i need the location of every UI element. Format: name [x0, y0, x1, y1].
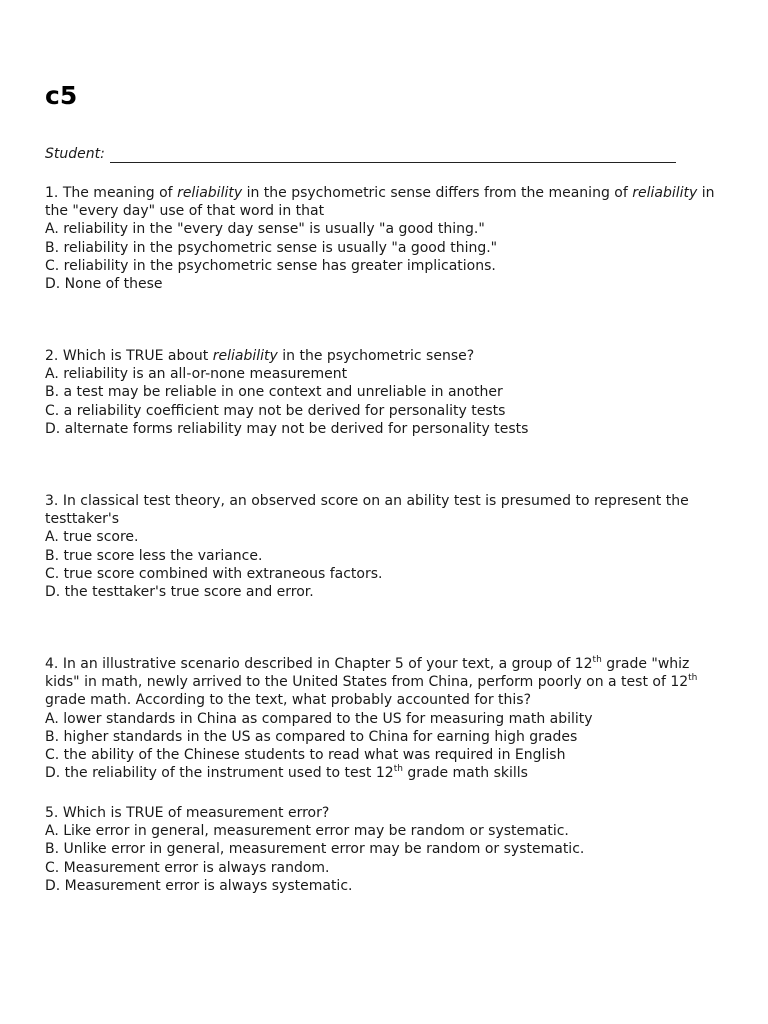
stem-text: Which is TRUE about [62, 348, 213, 364]
ordinal-superscript: th [393, 764, 403, 775]
question-number: 3. [45, 493, 59, 509]
answer-option-d: D. None of these [45, 276, 163, 293]
answer-option-c: C. the ability of the Chinese students to read what was required in English [45, 747, 566, 764]
question-stem [45, 655, 715, 710]
stem-text: in the psychometric sense differs from the meaning of [242, 185, 633, 201]
answer-option-c: C. true score combined with extraneous factors. [45, 565, 383, 582]
question-3 [45, 492, 715, 601]
question-stem [45, 804, 715, 822]
stem-text: The meaning of [62, 185, 178, 201]
answer-option-b: B. Unlike error in general, measurement error may be random or systematic. [45, 841, 585, 858]
answer-option-a: A. lower standards in China as compared to the US for measuring math ability [45, 710, 593, 727]
stem-text: in the psychometric sense? [277, 348, 475, 364]
document-title: c5 [45, 81, 78, 110]
stem-text: grade "whiz kids" in math, newly arrived to the United States from China, perform poorly on a test of 12 [45, 656, 690, 691]
answer-option-a: A. Like error in general, measurement error may be random or systematic. [45, 823, 569, 840]
answer-option-b: B. higher standards in the US as compared to China for earning high grades [45, 728, 578, 745]
ordinal-superscript: th [688, 673, 698, 684]
option-text: grade math skills [402, 765, 528, 782]
answer-option-b: B. reliability in the psychometric sense is usually "a good thing." [45, 239, 498, 256]
option-text: D. the reliability of the instrument used to test 12 [45, 765, 394, 782]
answer-option-a: A. reliability is an all-or-none measurement [45, 366, 348, 383]
stem-text: In an illustrative scenario described in Chapter 5 of your text, a group of 12 [62, 656, 593, 672]
answer-option-a: A. reliability in the "every day sense" is usually "a good thing." [45, 221, 485, 238]
answer-option-d: D. Measurement error is always systematic. [45, 877, 353, 894]
answer-option-d: D. alternate forms reliability may not be derived for personality tests [45, 420, 529, 437]
question-stem [45, 492, 715, 528]
answer-option-c: C. a reliability coefficient may not be derived for personality tests [45, 402, 506, 419]
question-number: 5. [45, 805, 59, 821]
stem-italic-term: reliability [177, 185, 243, 201]
question-number: 1. [45, 185, 59, 201]
stem-italic-term: reliability [212, 348, 278, 364]
question-number: 2. [45, 348, 59, 364]
stem-italic-term: reliability [632, 185, 698, 201]
stem-text: in the "every day" use of that word in that [45, 185, 715, 220]
answer-option-b: B. a test may be reliable in one context and unreliable in another [45, 384, 503, 401]
question-4 [45, 655, 715, 782]
student-name-blank-line [110, 148, 676, 163]
student-field-row [45, 145, 676, 163]
question-stem [45, 184, 715, 220]
question-1 [45, 184, 715, 293]
answer-option-c: C. reliability in the psychometric sense has greater implications. [45, 257, 496, 274]
answer-option-d [45, 764, 715, 782]
stem-text: grade math. According to the text, what probably accounted for this? [45, 692, 532, 709]
student-label: Student: [45, 146, 105, 162]
answer-option-d: D. the testtaker's true score and error. [45, 584, 314, 601]
answer-option-b: B. true score less the variance. [45, 547, 263, 564]
answer-option-a: A. true score. [45, 529, 139, 546]
stem-text: Which is TRUE of measurement error? [62, 805, 330, 821]
question-2 [45, 347, 715, 438]
question-stem [45, 347, 715, 365]
question-number: 4. [45, 656, 59, 672]
answer-option-c: C. Measurement error is always random. [45, 859, 330, 876]
question-5 [45, 804, 715, 895]
ordinal-superscript: th [592, 655, 602, 665]
stem-text: In classical test theory, an observed score on an ability test is presumed to represent the testtaker's [45, 493, 689, 528]
